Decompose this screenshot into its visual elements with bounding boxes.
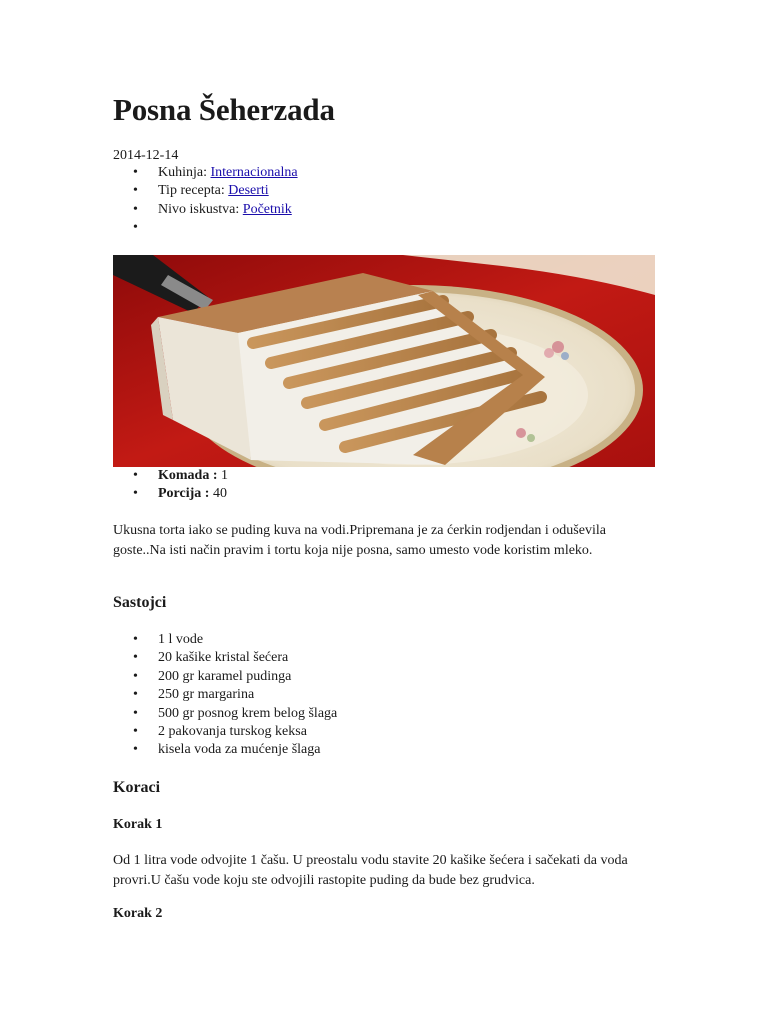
meta-empty-item: [113, 219, 298, 237]
steps-heading: Koraci: [113, 779, 161, 796]
step-title: Korak 2: [113, 906, 163, 921]
ingredient-item: • 200 gr karamel pudinga: [113, 668, 337, 686]
ingredient-item: • 2 pakovanja turskog keksa: [113, 723, 337, 741]
yield-servings: • Porcija : 40: [113, 485, 228, 503]
ingredient-item: • 250 gr margarina: [113, 686, 337, 704]
ingredient-item: • 1 l vode: [113, 631, 337, 649]
skill-level-link[interactable]: Početnik: [242, 201, 292, 217]
meta-recipe-type: • Tip recepta: Deserti: [113, 182, 298, 200]
yield-pieces: • Komada : 1: [113, 467, 228, 485]
step-text: Od 1 litra vode odvojite 1 čašu. U preostalu vodu stavite 20 kašike šećera i sačekati da voda provri.U čašu vode koju ste odvojili rastopite puding da bude bez grudvica.: [113, 853, 628, 888]
yield-list: [113, 467, 228, 504]
cake-slice-photo: [113, 255, 655, 467]
ingredients-heading: Sastojci: [113, 594, 167, 611]
page-title: Posna Šeherzada: [113, 92, 335, 127]
recipe-type-link[interactable]: Deserti: [228, 183, 269, 199]
meta-cuisine: • Kuhinja: Internacionalna: [113, 164, 298, 182]
step-title: Korak 1: [113, 817, 163, 832]
meta-skill-level: • Nivo iskustva: Početnik: [113, 201, 298, 219]
ingredient-item: • 500 gr posnog krem belog šlaga: [113, 705, 337, 723]
ingredients-list: [113, 631, 337, 760]
ingredient-item: • kisela voda za mućenje šlaga: [113, 741, 337, 759]
publish-date: 2014-12-14: [113, 148, 179, 163]
cuisine-link[interactable]: Internacionalna: [210, 165, 298, 180]
recipe-intro: Ukusna torta iako se puding kuva na vodi.Pripremana je za ćerkin rodjendan i oduševila goste..Na isti način pravim i tortu koja nije posna, samo umesto vode koristim mleko.: [113, 523, 606, 558]
ingredient-item: • 20 kašike kristal šećera: [113, 649, 337, 667]
recipe-meta-list: [113, 164, 298, 238]
